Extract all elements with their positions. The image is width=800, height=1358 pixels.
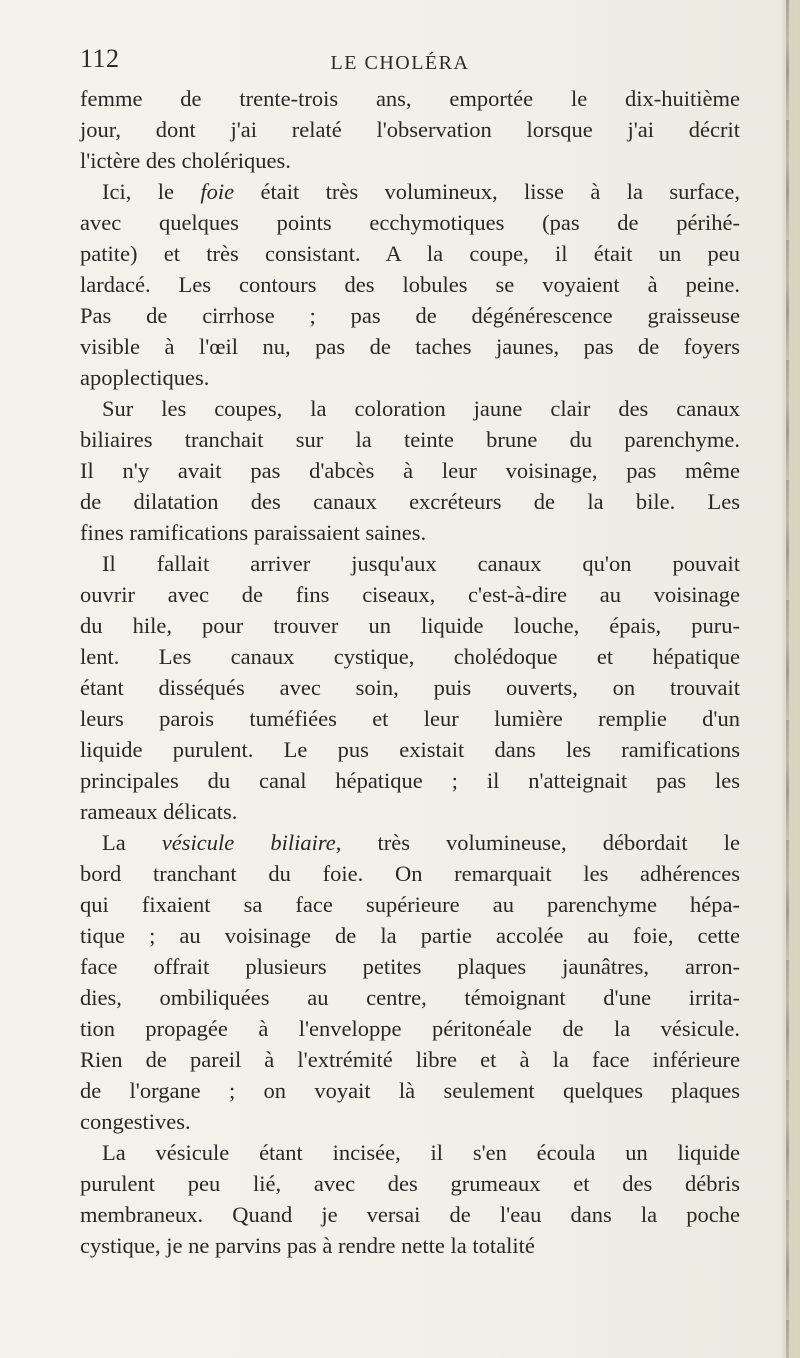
text-line: [80, 1013, 740, 1044]
text-line: [80, 176, 740, 207]
text-line: [80, 641, 740, 672]
text-line: [80, 1137, 740, 1168]
text-line: [80, 1199, 740, 1230]
italic-term: vésicule biliaire: [161, 830, 336, 855]
text-segment: , très volumineuse, débordait le: [335, 830, 740, 855]
text-segment: lent. Les canaux cystique, cholédoque et hépatique: [80, 644, 740, 669]
text-line: [80, 362, 740, 393]
text-line: [80, 765, 740, 796]
text-line: [80, 796, 740, 827]
text-line: [80, 982, 740, 1013]
text-line: [80, 827, 740, 858]
text-segment: cystique, je ne parvins pas à rendre nette la totalité: [80, 1233, 535, 1258]
text-segment: de l'organe ; on voyait là seulement quelques plaques: [80, 1078, 740, 1103]
page-number: 112: [80, 44, 120, 73]
page-binding-edge: [782, 0, 800, 1358]
text-segment: lardacé. Les contours des lobules se voyaient à peine.: [80, 272, 740, 297]
text-segment: dies, ombiliquées au centre, témoignant d'une irrita-: [80, 985, 740, 1010]
text-line: [80, 269, 740, 300]
text-segment: fines ramifications paraissaient saines.: [80, 520, 427, 545]
text-segment: jour, dont j'ai relaté l'observation lorsque j'ai décrit: [80, 117, 740, 142]
text-segment: Il fallait arriver jusqu'aux canaux qu'on pouvait: [102, 551, 740, 576]
text-line: [80, 734, 740, 765]
text-line: [80, 393, 740, 424]
text-segment: principales du canal hépatique ; il n'atteignait pas les: [80, 768, 740, 793]
text-line: [80, 1230, 740, 1261]
text-segment: étant disséqués avec soin, puis ouverts, on trouvait: [80, 675, 740, 700]
text-segment: congestives.: [80, 1109, 191, 1134]
text-segment: apoplectiques.: [80, 365, 210, 390]
text-line: [80, 1168, 740, 1199]
running-title: LE CHOLÉRA: [330, 52, 470, 74]
text-line: [80, 424, 740, 455]
text-segment: du hile, pour trouver un liquide louche, épais, puru-: [80, 613, 740, 638]
text-segment: femme de trente-trois ans, emportée le dix-huitième: [80, 86, 740, 111]
text-line: [80, 238, 740, 269]
text-line: [80, 83, 740, 114]
text-line: [80, 610, 740, 641]
text-segment: patite) et très consistant. A la coupe, il était un peu: [80, 241, 740, 266]
italic-term: foie: [200, 179, 235, 204]
text-line: [80, 672, 740, 703]
text-line: [80, 703, 740, 734]
text-segment: tion propagée à l'enveloppe péritonéale de la vésicule.: [80, 1016, 740, 1041]
text-segment: rameaux délicats.: [80, 799, 238, 824]
text-segment: avec quelques points ecchymotiques (pas de périhé-: [80, 210, 740, 235]
text-segment: ouvrir avec de fins ciseaux, c'est-à-dire au voisinage: [80, 582, 740, 607]
text-line: [80, 951, 740, 982]
text-line: [80, 114, 740, 145]
text-line: [80, 548, 740, 579]
text-segment: liquide purulent. Le pus existait dans les ramifications: [80, 737, 740, 762]
text-segment: Ici, le: [102, 179, 201, 204]
text-segment: purulent peu lié, avec des grumeaux et des débris: [80, 1171, 740, 1196]
text-line: [80, 1106, 740, 1137]
text-line: [80, 331, 740, 362]
text-segment: La: [102, 830, 162, 855]
text-line: [80, 579, 740, 610]
body-text: [80, 83, 740, 1261]
text-segment: Sur les coupes, la coloration jaune clair des canaux: [102, 396, 740, 421]
text-segment: Rien de pareil à l'extrémité libre et à la face inférieure: [80, 1047, 740, 1072]
text-segment: La vésicule étant incisée, il s'en écoula un liquide: [102, 1140, 740, 1165]
text-line: [80, 207, 740, 238]
text-segment: face offrait plusieurs petites plaques jaunâtres, arron-: [80, 954, 740, 979]
text-line: [80, 920, 740, 951]
text-segment: tique ; au voisinage de la partie accolée au foie, cette: [80, 923, 740, 948]
text-segment: de dilatation des canaux excréteurs de la bile. Les: [80, 489, 740, 514]
text-line: [80, 889, 740, 920]
text-segment: leurs parois tuméfiées et leur lumière remplie d'un: [80, 706, 740, 731]
text-segment: Pas de cirrhose ; pas de dégénérescence graisseuse: [80, 303, 740, 328]
text-segment: était très volumineux, lisse à la surface,: [234, 179, 740, 204]
text-line: [80, 517, 740, 548]
text-segment: Il n'y avait pas d'abcès à leur voisinage, pas même: [80, 458, 740, 483]
text-segment: qui fixaient sa face supérieure au parenchyme hépa-: [80, 892, 740, 917]
text-segment: biliaires tranchait sur la teinte brune du parenchyme.: [80, 427, 740, 452]
text-line: [80, 145, 740, 176]
text-line: [80, 1044, 740, 1075]
text-segment: visible à l'œil nu, pas de taches jaunes, pas de foyers: [80, 334, 740, 359]
text-line: [80, 486, 740, 517]
text-line: [80, 455, 740, 486]
text-line: [80, 1075, 740, 1106]
text-segment: bord tranchant du foie. On remarquait les adhérences: [80, 861, 740, 886]
text-segment: l'ictère des cholériques.: [80, 148, 291, 173]
text-segment: membraneux. Quand je versai de l'eau dans la poche: [80, 1202, 740, 1227]
text-line: [80, 858, 740, 889]
text-line: [80, 300, 740, 331]
